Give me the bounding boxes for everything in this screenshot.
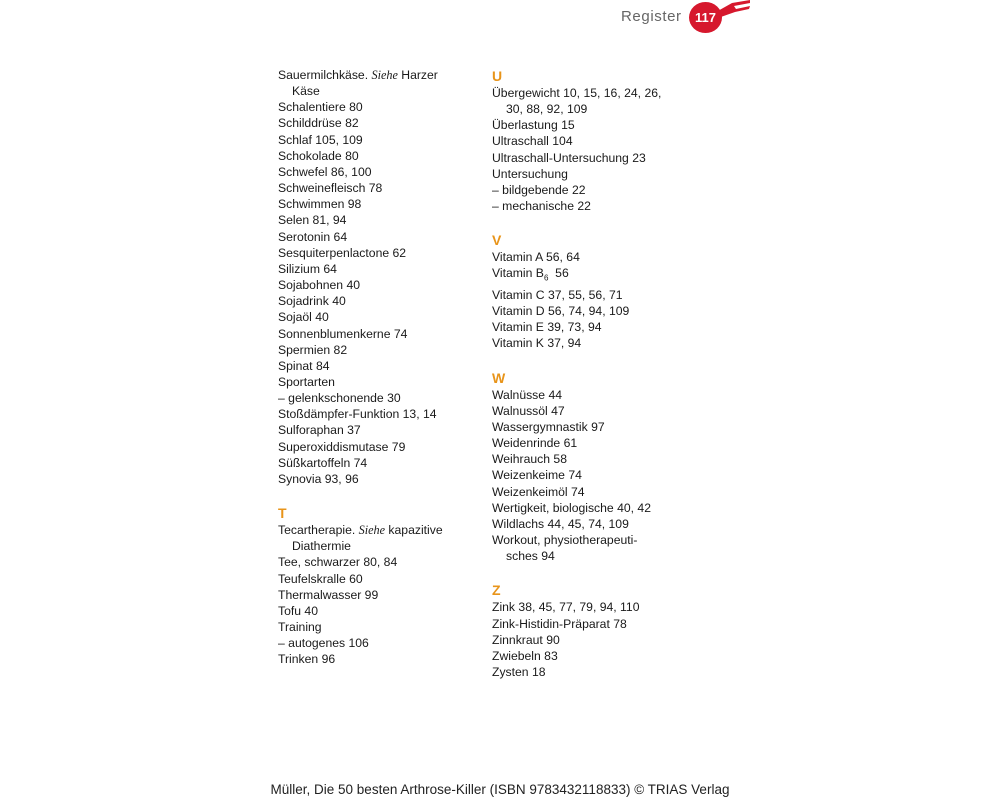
index-entry: Vitamin D 56, 74, 94, 109: [492, 304, 630, 319]
index-entry: Wildlachs 44, 45, 74, 109: [492, 516, 629, 531]
index-entry: Training: [278, 620, 322, 634]
section-letter: V: [492, 232, 502, 249]
section-letter: Z: [492, 582, 501, 599]
index-entry: Weidenrinde 61: [492, 436, 578, 451]
index-subentry: – gelenkschonende 30: [278, 391, 401, 406]
index-entry: Teufelskralle 60: [278, 571, 363, 586]
index-entry: Sonnenblumenkerne 74: [278, 326, 408, 341]
index-entry: Superoxiddismutase 79: [278, 439, 406, 454]
section-letter: U: [492, 68, 503, 84]
index-entry: Tee, schwarzer 80, 84: [278, 555, 398, 570]
index-entry: Schilddrüse 82: [278, 116, 359, 131]
index-entry: Thermalwasser 99: [278, 587, 379, 602]
index-entry: Übergewicht 10, 15, 16, 24, 26, 30, 88, 92, 109: [492, 86, 662, 117]
index-entry: Serotonin 64: [278, 229, 348, 244]
index-entry: Wertigkeit, biologische 40, 42: [492, 500, 651, 515]
index-entry: Sojadrink 40: [278, 294, 346, 309]
index-entry: Vitamin E 39, 73, 94: [492, 320, 602, 335]
index-entry: Tecartherapie. Siehe kapazitive Diathermie: [278, 523, 443, 554]
index-entry: Workout, physiotherapeuti- sches 94: [492, 533, 638, 564]
index-entry: Vitamin $B_6$ 56: [492, 266, 569, 283]
index-entry: Untersuchung: [492, 166, 568, 181]
index-entry: Sportarten: [278, 374, 335, 389]
index-entry: Sesquiterpenlactone 62: [278, 245, 407, 260]
index-entry: Weihrauch 58: [492, 452, 567, 467]
index-entry: Sojabohnen 40: [278, 278, 361, 293]
index-entry: Zwiebeln 83: [492, 648, 558, 663]
see-reference-label: Siehe: [371, 68, 398, 82]
index-entry: Sauermilchkäse. Siehe Harzer Käse: [278, 68, 438, 99]
index-column-left: [278, 67, 478, 667]
index-entry: Schweinefleisch 78: [278, 181, 383, 196]
index-entry: Stoßdämpfer-Funktion 13, 14: [278, 407, 437, 422]
index-entry: Zink 38, 45, 77, 79, 94, 110: [492, 600, 640, 615]
index-entry: Schokolade 80: [278, 148, 359, 163]
section-letter: W: [492, 369, 506, 386]
index-entry: Überlastung 15: [492, 118, 575, 133]
index-entry: Vitamin K 37, 94: [492, 336, 582, 351]
index-entry: Ultraschall-Untersuchung 23: [492, 150, 646, 165]
page-number-badge: 117: [689, 2, 722, 33]
copyright-footer: Müller, Die 50 besten Arthrose-Killer (ISBN 9783432118833) © TRIAS Verlag: [270, 782, 730, 797]
cross-reference: Harzer: [401, 68, 438, 82]
index-column-right: [492, 67, 692, 680]
section-letter: T: [278, 505, 287, 522]
index-entry: Schwefel 86, 100: [278, 164, 372, 179]
index-entry: Ultraschall 104: [492, 134, 573, 149]
index-entry: Schalentiere 80: [278, 100, 363, 115]
index-entry: Zinnkraut 90: [492, 632, 560, 647]
index-entry: Vitamin A 56, 64: [492, 250, 580, 265]
section-label: Register: [621, 8, 682, 25]
badge-tail-icon: [716, 0, 752, 20]
index-entry: Wassergymnastik 97: [492, 419, 605, 434]
index-entry: Synovia 93, 96: [278, 471, 359, 486]
index-entry: Vitamin C 37, 55, 56, 71: [492, 288, 623, 302]
index-entry: Spermien 82: [278, 342, 348, 357]
cross-reference: kapazitive: [388, 523, 443, 538]
index-entry: Spinat 84: [278, 358, 330, 373]
index-subentry: – bildgebende 22: [492, 182, 586, 197]
see-reference-label: Siehe: [358, 523, 386, 538]
index-entry: Walnüsse 44: [492, 387, 563, 402]
index-entry: Walnussöl 47: [492, 403, 565, 418]
index-entry: Zink-Histidin-Präparat 78: [492, 616, 627, 631]
index-entry: Trinken 96: [278, 652, 336, 667]
index-entry: Sulforaphan 37: [278, 423, 361, 438]
index-subentry: – autogenes 106: [278, 636, 369, 651]
index-entry: Selen 81, 94: [278, 213, 347, 228]
index-entry: Weizenkeime 74: [492, 468, 582, 483]
index-entry: Süßkartoffeln 74: [278, 455, 368, 470]
index-entry: Weizenkeimöl 74: [492, 484, 585, 499]
index-entry: Zysten 18: [492, 664, 546, 679]
index-subentry: – mechanische 22: [492, 199, 591, 214]
index-entry: Tofu 40: [278, 603, 318, 618]
index-entry: Silizium 64: [278, 261, 337, 276]
index-entry: Schlaf 105, 109: [278, 132, 363, 147]
index-entry: Sojaöl 40: [278, 310, 329, 325]
index-entry: Schwimmen 98: [278, 197, 362, 212]
